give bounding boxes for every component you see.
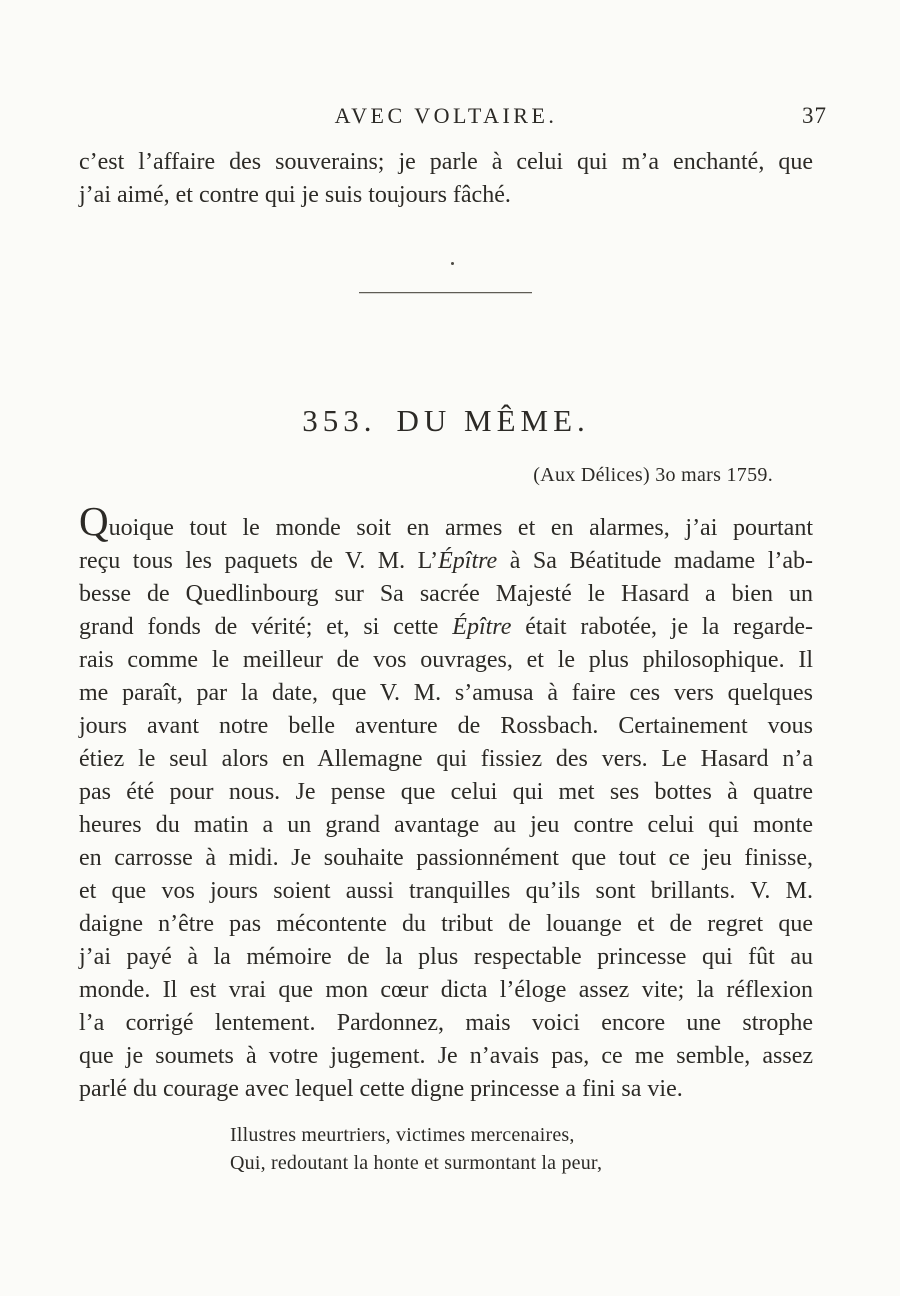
text-line: [79, 809, 813, 842]
line-text: rais comme le meilleur de vos ouvrages, et le plus philosophique. Il: [79, 647, 813, 673]
section-heading: [79, 404, 813, 437]
letter-body: [79, 498, 814, 1106]
letter-title: DU MÊME.: [396, 403, 590, 438]
letter-number: 353.: [302, 403, 377, 438]
line-text: me paraît, par la date, que V. M. s’amusa à faire ces vers quelques: [79, 680, 813, 706]
line-text: daigne n’être pas mécontente du tribut de louange et de regret que: [79, 911, 813, 937]
line-text: était rabotée, je la regarde-: [511, 614, 814, 640]
text-line: [79, 875, 813, 908]
line-text: c’est l’affaire des souverains; je parle à celui qui m’a enchanté, que: [79, 149, 813, 175]
running-header: [79, 103, 827, 129]
line-text: l’a corrigé lentement. Pardonnez, mais voici encore une strophe: [79, 1010, 813, 1036]
running-header-title: AVEC VOLTAIRE.: [334, 103, 558, 128]
text-line: [79, 1040, 813, 1073]
text-line: [79, 1007, 813, 1040]
line-text: besse de Quedlinbourg sur Sa sacrée Majesté le Hasard a bien un: [79, 581, 813, 607]
text-line: [79, 644, 813, 677]
text-line: [79, 974, 813, 1007]
text-line: [79, 677, 813, 710]
line-text: heures du matin a un grand avantage au jeu contre celui qui monte: [79, 812, 813, 838]
line-text: grand fonds de vérité; et, si cette: [79, 614, 453, 640]
text-line: [79, 611, 813, 644]
italic-text: Épître: [452, 614, 512, 640]
text-line: [79, 179, 813, 212]
line-text: étiez le seul alors en Allemagne qui fissiez des vers. Le Hasard n’a: [79, 746, 813, 772]
letter-dateline: (Aux Délices) 3o mars 1759.: [533, 464, 773, 486]
page-number: 37: [802, 103, 827, 128]
italic-text: Épître: [438, 548, 498, 574]
line-text: que je soumets à votre jugement. Je n’avais pas, ce me semble, assez: [79, 1043, 813, 1069]
verse-quotation: [230, 1121, 602, 1177]
intro-paragraph: [79, 146, 813, 212]
line-text: et que vos jours soient aussi tranquilles qu’ils sont brillants. V. M.: [79, 878, 813, 904]
line-text: j’ai aimé, et contre qui je suis toujours fâché.: [79, 182, 511, 208]
verse-line: Qui, redoutant la honte et surmontant la peur,: [230, 1152, 603, 1174]
ornament-dot: [451, 262, 454, 265]
line-text: j’ai payé à la mémoire de la plus respectable princesse qui fût au: [79, 944, 813, 970]
text-line: [79, 743, 813, 776]
line-text: jours avant notre belle aventure de Rossbach. Certainement vous: [79, 713, 813, 739]
verse-line: Illustres meurtriers, victimes mercenaires,: [230, 1124, 575, 1146]
text-line: [79, 1073, 813, 1106]
text-line: [79, 941, 813, 974]
line-text: pas été pour nous. Je pense que celui qui met ses bottes à quatre: [79, 779, 813, 805]
text-line: [79, 710, 813, 743]
section-divider-rule: [359, 292, 532, 293]
text-line: [79, 908, 813, 941]
text-line: [79, 545, 813, 578]
line-text: à Sa Béatitude madame l’ab-: [497, 548, 813, 574]
line-text: uoique tout le monde soit en armes et en alarmes, j’ai pourtant: [108, 515, 813, 541]
text-line: [79, 842, 813, 875]
text-line: [79, 578, 813, 611]
line-text: en carrosse à midi. Je souhaite passionnément que tout ce jeu finisse,: [79, 845, 813, 871]
text-line: [79, 146, 813, 179]
line-text: reçu tous les paquets de V. M. L’: [79, 548, 439, 574]
line-text: parlé du courage avec lequel cette digne princesse a fini sa vie.: [79, 1076, 683, 1102]
text-line: [79, 776, 813, 809]
line-text: monde. Il est vrai que mon cœur dicta l’éloge assez vite; la réflexion: [79, 977, 813, 1003]
initial-capital: Q: [79, 498, 109, 544]
text-line: [79, 498, 813, 545]
